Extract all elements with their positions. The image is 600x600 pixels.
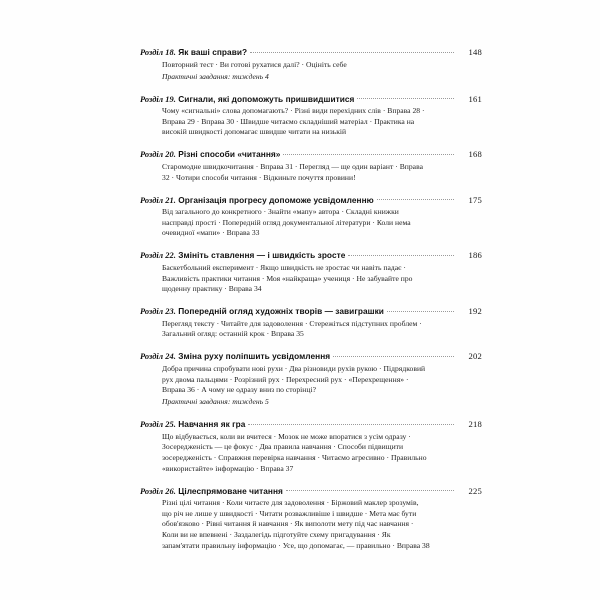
toc-entry-title: [140, 149, 283, 159]
toc-entry-description: Добра причина спробувати нові рухи · Два різновиди рухів рукою · Підрядковий рух двома пальцями · Розрізний рух · Перехресний рух · «Перехрещення» · Вправа 36 · А чому не одразу вниз по сторінці?: [162, 363, 426, 395]
toc-entry-description: Старомодне швидкочитання · Вправа 31 · Перегляд — ще один варіант · Вправа 32 · Чотири способи читання · Відкиньте почуття провини!: [162, 161, 423, 182]
toc-entry[interactable]: [140, 47, 482, 82]
toc-entry-number: Розділ 18.: [140, 48, 176, 57]
toc-entry-title-text: Як ваші справи?: [178, 47, 248, 57]
toc-entry[interactable]: [140, 94, 482, 138]
toc-entry-title: [140, 195, 377, 205]
toc-entry-practice-note: Практичні завдання: тиждень 5: [162, 397, 269, 407]
toc-entry-header[interactable]: [140, 94, 482, 104]
toc-entry-number: Розділ 22.: [140, 251, 176, 261]
toc-entry-header[interactable]: [140, 149, 482, 159]
toc-entry-title-text: Сигнали, які допоможуть пришвидшитися: [178, 93, 355, 104]
toc-entry-description: Перегляд тексту · Читайте для задоволення · Стережіться підступних проблем · Загальний огляд: останній крок · Вправа 35: [162, 318, 422, 339]
toc-entry-description: Від загального до конкретного · Знайти «мапу» автора · Складні книжки насправді прості · Попередній огляд документальної літератури · Коли нема очевидної «мапи» · Вправа 33: [162, 207, 411, 238]
toc-leader-dots: [377, 195, 454, 203]
toc-entry-page-number: 161: [468, 93, 482, 104]
toc-entry-title-text: Різні способи «читання»: [178, 149, 281, 160]
toc-entry-title: [140, 419, 248, 429]
toc-entry[interactable]: [140, 419, 482, 474]
toc-entry-title-text: Навчання як гра: [178, 419, 246, 430]
toc-entry-description: Різні цілі читання · Коли читаєте для задоволення · Біржовий маклер зрозумів, що річ не лише у швидкості · Читати розважливіше і швидше · Мета має бути обов'язково · Рівні читання й навчання · Як виполоти мету під час навчання · Коли ви не впевнені · Заздалегідь підготуйте схему пригадування · Як запам'ятати правильну інформацію · Усе, що допомагає, — правильно · Вправа 38: [162, 498, 430, 550]
toc-entry[interactable]: [140, 195, 482, 239]
toc-entry-number: Розділ 26.: [140, 486, 176, 496]
toc-entry-header[interactable]: [140, 351, 482, 361]
toc-entry-page-number: 192: [468, 306, 482, 317]
toc-leader-dots: [333, 351, 454, 359]
toc-entry[interactable]: [140, 306, 482, 340]
toc-entry-practice-note: Практичні завдання: тиждень 4: [162, 71, 269, 81]
toc-entry-description: Повторний тест · Ви готові рухатися далі? · Оцініть себе: [162, 59, 347, 69]
toc-entry[interactable]: [140, 486, 482, 551]
toc-entry-number: Розділ 23.: [140, 307, 176, 317]
toc-entry-title-text: Організація прогресу допоможе усвідомленню: [178, 194, 374, 205]
toc-entry[interactable]: [140, 351, 482, 407]
toc-entry[interactable]: [140, 250, 482, 294]
toc-leader-dots: [357, 94, 454, 102]
toc-entry-number: Розділ 21.: [140, 195, 176, 205]
toc-entry-title-text: Попередній огляд художніх творів — завиграшки: [178, 306, 384, 317]
toc-entry-header[interactable]: [140, 306, 482, 316]
toc-entry-title: [140, 94, 357, 104]
toc-entry-description: Баскетбольний експеримент · Якщо швидкість не зростає чи навіть падає · Важливість практики читання · Моя «найкраща» учениця · Не забувайте про щоденну практику · Вправа 34: [162, 262, 413, 294]
toc-leader-dots: [348, 250, 454, 258]
toc-entry-number: Розділ 19.: [140, 94, 176, 104]
toc-entry-page-number: 202: [468, 351, 482, 362]
toc-entry-title-text: Зміна руху поліпшить усвідомлення: [178, 351, 331, 362]
toc-entry-page-number: 148: [468, 47, 482, 57]
toc-entry-title: [140, 486, 286, 496]
toc-entry-page-number: 175: [468, 194, 482, 205]
toc-leader-dots: [286, 486, 454, 494]
toc-entry-header[interactable]: [140, 419, 482, 429]
toc-leader-dots: [283, 149, 454, 157]
toc-entry-title: [140, 306, 387, 316]
toc-leader-dots: [387, 306, 454, 314]
toc-entry-header[interactable]: [140, 250, 482, 260]
toc-list: [140, 47, 482, 551]
toc-entry-description: Чому «сигнальні» слова допомагають? · Різні види перехідних слів · Вправа 28 · Вправа 29 · Вправа 30 · Швидше читаємо складніший матеріал · Практика на високій швидкості допомагає швидше читати на низькій: [162, 106, 425, 137]
toc-entry-header[interactable]: [140, 47, 482, 57]
toc-entry-title: [140, 250, 348, 260]
toc-entry-header[interactable]: [140, 195, 482, 205]
toc-entry-title-text: Змініть ставлення — і швидкість зросте: [178, 250, 346, 261]
toc-entry-number: Розділ 24.: [140, 352, 176, 362]
toc-entry-title: [140, 351, 333, 361]
toc-entry-title-text: Цілеспрямоване читання: [178, 485, 283, 496]
toc-entry-header[interactable]: [140, 486, 482, 496]
toc-entry-page-number: 186: [468, 250, 482, 261]
toc-entry-page-number: 168: [468, 149, 482, 160]
toc-leader-dots: [250, 47, 454, 55]
toc-entry[interactable]: [140, 149, 482, 183]
toc-entry-page-number: 225: [468, 485, 482, 496]
toc-entry-title: [140, 47, 250, 57]
toc-leader-dots: [248, 419, 454, 427]
toc-entry-number: Розділ 25.: [140, 420, 176, 430]
toc-entry-page-number: 218: [468, 419, 482, 430]
toc-entry-description: Що відбувається, коли ви вчитеся · Мозок не може впоратися з усім одразу · Зосередженість — це фокус · Два правила навчання · Способи підвищити зосередженість · Справжня перевірка навчання · Читаємо агресивно · Правильно «використайте» інформацію · Вправа 37: [162, 431, 427, 473]
toc-entry-number: Розділ 20.: [140, 150, 176, 160]
